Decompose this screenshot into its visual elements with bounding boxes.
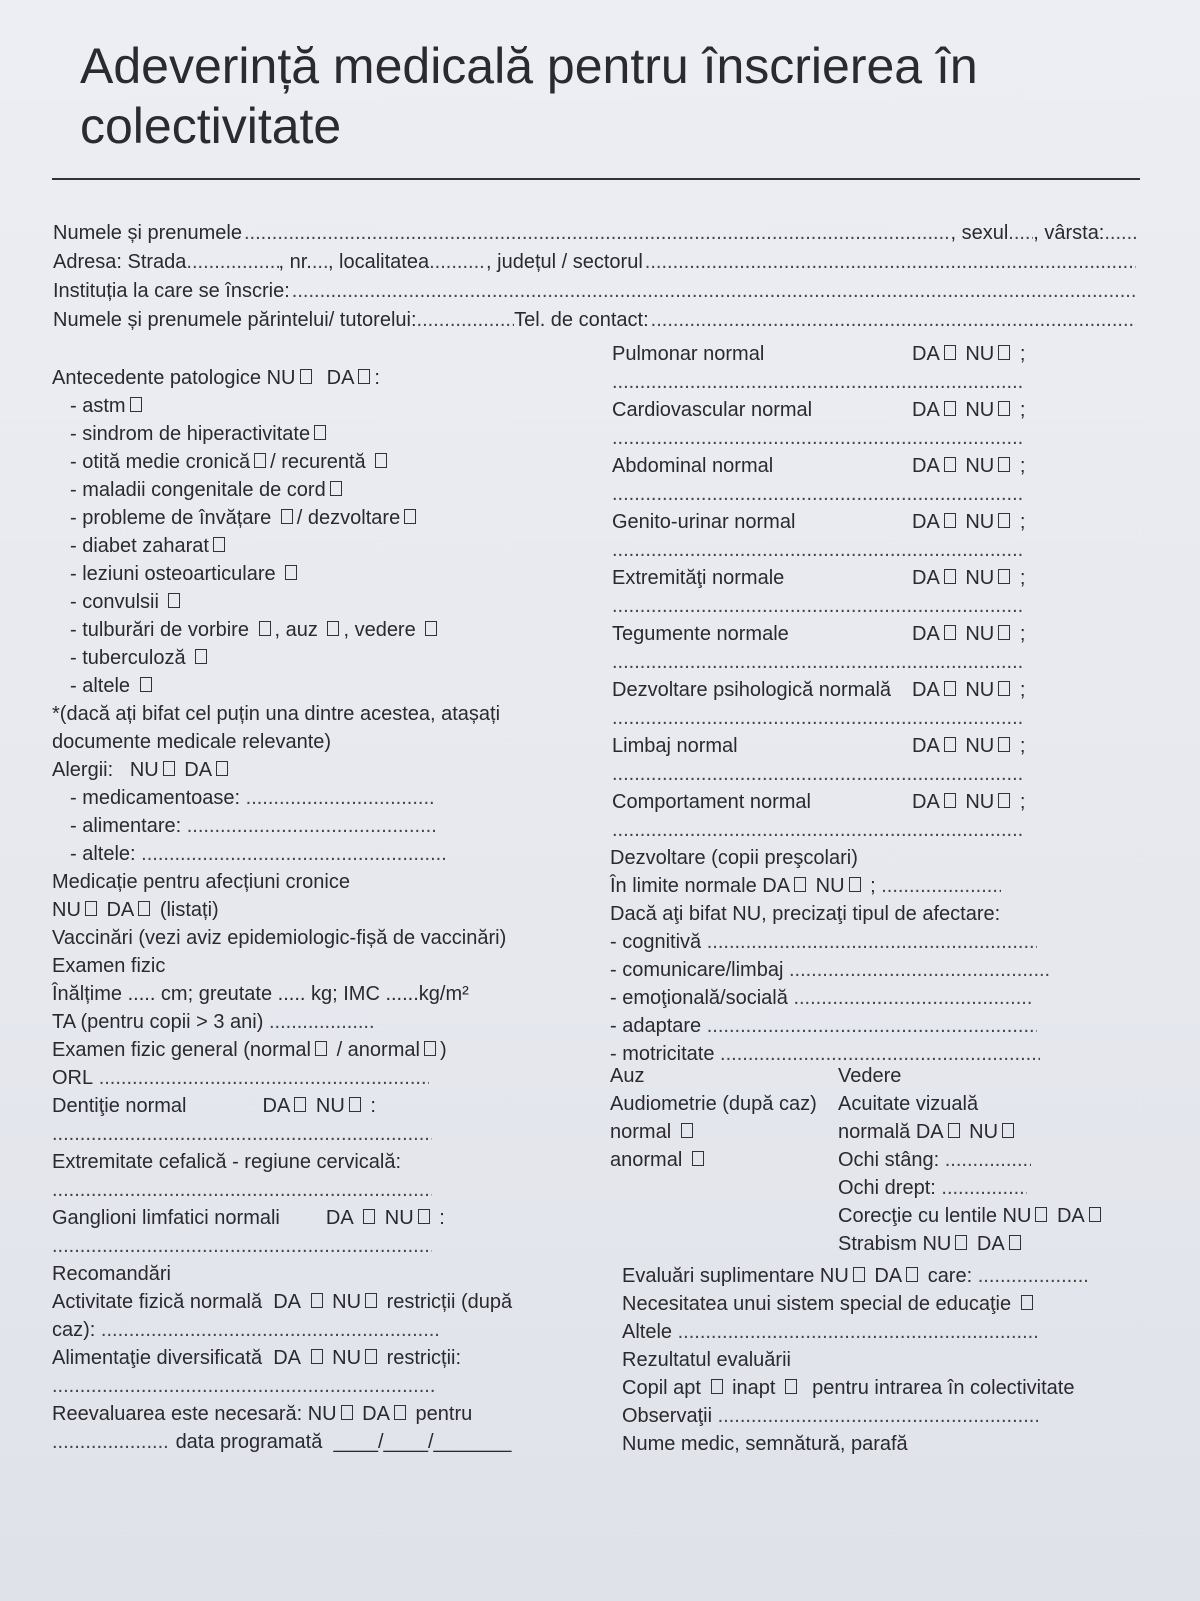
checkbox-ganglioni-da[interactable] bbox=[363, 1209, 375, 1224]
nu-label: NU bbox=[332, 1347, 362, 1369]
alimentatie-notes[interactable] bbox=[52, 1372, 436, 1400]
nr-field[interactable] bbox=[312, 251, 328, 274]
semicolon: ; bbox=[1019, 567, 1026, 589]
checkbox-evaluari-nu[interactable] bbox=[853, 1267, 865, 1282]
nu-label: NU bbox=[384, 1207, 414, 1229]
medicamentoase-field[interactable] bbox=[246, 784, 434, 812]
care-field[interactable] bbox=[978, 1262, 1090, 1290]
checkbox-medicatie-da[interactable] bbox=[138, 901, 150, 916]
nu-label: NU bbox=[965, 511, 995, 533]
note-line-2: documente medicale relevante) bbox=[52, 731, 332, 753]
altele-right-label: Altele bbox=[622, 1321, 673, 1343]
altele-right-field[interactable] bbox=[678, 1318, 1038, 1346]
colon: : bbox=[370, 1095, 376, 1117]
nr-label: , nr. bbox=[278, 251, 312, 273]
necesitatea-label: Necesitatea unui sistem special de educaţie bbox=[622, 1293, 1012, 1315]
da-label: DA bbox=[912, 679, 940, 701]
eval-row bbox=[612, 396, 1052, 424]
title-divider bbox=[52, 178, 1140, 180]
nu-label: NU bbox=[307, 1403, 337, 1425]
colon: : bbox=[439, 1207, 445, 1229]
tuberculoza-label: - tuberculoză bbox=[70, 647, 186, 669]
leziuni-label: - leziuni osteoarticulare bbox=[70, 563, 276, 585]
checkbox-maladii[interactable] bbox=[330, 481, 342, 496]
eval-row bbox=[612, 676, 1052, 704]
checkbox-antecedente-nu[interactable] bbox=[300, 369, 312, 384]
checkbox-convulsii[interactable] bbox=[168, 593, 180, 608]
checkbox-auz[interactable] bbox=[327, 621, 339, 636]
diabet-label: - diabet zaharat bbox=[70, 535, 209, 557]
vedere-block bbox=[838, 1062, 1138, 1258]
checkbox-acuitate-nu[interactable] bbox=[1002, 1123, 1014, 1138]
afectare-field[interactable] bbox=[793, 984, 1033, 1012]
locality-label: , localitatea bbox=[327, 251, 430, 273]
county-field[interactable] bbox=[645, 251, 1136, 274]
parent-row bbox=[53, 309, 1138, 333]
eval-notes[interactable] bbox=[612, 760, 1024, 788]
checkbox-eval-nu[interactable] bbox=[998, 793, 1010, 808]
ta-label: TA (pentru copii > 3 ani) bbox=[52, 1011, 264, 1033]
dentitie-notes[interactable] bbox=[52, 1120, 432, 1148]
da-label: DA bbox=[976, 1233, 1005, 1255]
nu-label: NU bbox=[315, 1095, 345, 1117]
alimentatie-label: Alimentaţie diversificată bbox=[52, 1347, 263, 1369]
restrictii-dupa-label: restricții (după bbox=[386, 1291, 513, 1313]
checkbox-eval-nu[interactable] bbox=[998, 737, 1010, 752]
evaluari-label: Evaluări suplimentare NU bbox=[622, 1265, 849, 1287]
da-label: DA bbox=[912, 343, 940, 365]
semicolon: ; bbox=[870, 875, 876, 897]
eval-label: Limbaj normal bbox=[612, 735, 738, 757]
vedere-heading: Vedere bbox=[838, 1065, 902, 1087]
checkbox-altele[interactable] bbox=[140, 677, 152, 692]
checkbox-otita[interactable] bbox=[254, 453, 266, 468]
reevaluare-scop-field[interactable] bbox=[52, 1428, 170, 1456]
auz-label: , auz bbox=[274, 619, 318, 641]
eval-notes[interactable] bbox=[612, 816, 1024, 844]
altele-alergii-field[interactable] bbox=[141, 840, 446, 868]
eval-label: Abdominal normal bbox=[612, 455, 774, 477]
eval-row bbox=[612, 788, 1052, 816]
normal-label: normal bbox=[610, 1121, 672, 1143]
sex-field[interactable] bbox=[1008, 222, 1033, 245]
nu-label: NU bbox=[129, 759, 159, 781]
ochi-drept-field[interactable] bbox=[941, 1174, 1027, 1202]
note-line-1: *(dacă ați bifat cel puțin una dintre acestea, atașați bbox=[52, 703, 501, 725]
inapt-label: inapt bbox=[732, 1377, 776, 1399]
strabism-label: Strabism NU bbox=[838, 1233, 952, 1255]
extremitate-label: Extremitate cefalică - regiune cervicală: bbox=[52, 1151, 402, 1173]
restrictii-label: restricții: bbox=[386, 1347, 462, 1369]
eval-row bbox=[612, 452, 1052, 480]
nu-label: NU bbox=[965, 623, 995, 645]
care-label: care: bbox=[927, 1265, 973, 1287]
left-column bbox=[52, 364, 582, 1456]
da-label: DA bbox=[912, 455, 940, 477]
afectare-field[interactable] bbox=[789, 956, 1049, 984]
altele-alergii-label: - altele: bbox=[70, 843, 136, 865]
parent-field[interactable] bbox=[417, 309, 515, 332]
date-field[interactable]: ____/____/_______ bbox=[333, 1431, 512, 1453]
checkbox-eval-da[interactable] bbox=[944, 569, 956, 584]
name-label: Numele și prenumele bbox=[53, 222, 242, 244]
checkbox-ganglioni-nu[interactable] bbox=[418, 1209, 430, 1224]
checkbox-tuberculoza[interactable] bbox=[195, 649, 207, 664]
da-label: DA bbox=[262, 1095, 291, 1117]
alimentare-label: - alimentare: bbox=[70, 815, 182, 837]
orl-label: ORL bbox=[52, 1067, 94, 1089]
auz-heading: Auz bbox=[610, 1065, 645, 1087]
checkbox-auz-normal[interactable] bbox=[681, 1123, 693, 1138]
checkbox-alergii-nu[interactable] bbox=[163, 761, 175, 776]
vedere-label: , vedere bbox=[343, 619, 416, 641]
checkbox-auz-anormal[interactable] bbox=[692, 1151, 704, 1166]
afectare-row bbox=[610, 984, 1110, 1012]
eval-label: Pulmonar normal bbox=[612, 343, 765, 365]
checkbox-eval-nu[interactable] bbox=[998, 625, 1010, 640]
nu-label: NU bbox=[52, 899, 81, 921]
caz-label: caz): bbox=[52, 1319, 96, 1341]
eval-notes[interactable] bbox=[612, 480, 1024, 508]
dezvoltare-prescolari-label: Dezvoltare (copii preşcolari) bbox=[610, 847, 858, 869]
nu-label: NU bbox=[332, 1291, 362, 1313]
eval-notes[interactable] bbox=[612, 368, 1024, 396]
semicolon: ; bbox=[1019, 399, 1026, 421]
eval-notes[interactable] bbox=[612, 536, 1024, 564]
checkbox-astm[interactable] bbox=[130, 397, 142, 412]
da-label: DA bbox=[912, 791, 940, 813]
da-label: DA bbox=[273, 1347, 302, 1369]
nume-medic-label: Nume medic, semnătură, parafă bbox=[622, 1433, 908, 1455]
activitate-label: Activitate fizică normală bbox=[52, 1291, 263, 1313]
semicolon: ; bbox=[1019, 735, 1026, 757]
semicolon: ; bbox=[1019, 679, 1026, 701]
anormal-label: / anormal bbox=[336, 1039, 420, 1061]
document-title: Adeverință medicală pentru înscrierea în colectivitate bbox=[80, 38, 978, 154]
checkbox-necesitatea[interactable] bbox=[1021, 1295, 1033, 1310]
semicolon: ; bbox=[1019, 791, 1026, 813]
checkbox-eval-da[interactable] bbox=[944, 625, 956, 640]
checkbox-strabism-nu[interactable] bbox=[955, 1235, 967, 1250]
checkbox-recurenta[interactable] bbox=[375, 453, 387, 468]
checkbox-dentitie-nu[interactable] bbox=[349, 1097, 361, 1112]
da-label: DA bbox=[912, 623, 940, 645]
semicolon: ; bbox=[1019, 343, 1026, 365]
checkbox-evaluari-da[interactable] bbox=[906, 1267, 918, 1282]
examen-fizic-label: Examen fizic bbox=[52, 955, 166, 977]
county-label: , județul / sectorul bbox=[486, 251, 643, 273]
checkbox-apt[interactable] bbox=[711, 1379, 723, 1394]
nu-label: NU bbox=[969, 1121, 999, 1143]
checkbox-anormal[interactable] bbox=[424, 1041, 436, 1056]
corectie-label: Corecţie cu lentile NU bbox=[838, 1205, 1032, 1227]
reevaluare-label: Reevaluarea este necesară: bbox=[52, 1403, 303, 1425]
altele-label: - altele bbox=[70, 675, 131, 697]
pentru-intrarea-label: pentru intrarea în colectivitate bbox=[812, 1377, 1075, 1399]
checkbox-acuitate-da[interactable] bbox=[948, 1123, 960, 1138]
checkbox-vorbire[interactable] bbox=[259, 621, 271, 636]
medicamentoase-label: - medicamentoase: bbox=[70, 787, 241, 809]
age-label: , vârsta: bbox=[1033, 222, 1105, 244]
da-label: DA bbox=[912, 399, 940, 421]
checkbox-diabet[interactable] bbox=[213, 537, 225, 552]
eval-row bbox=[612, 620, 1052, 648]
semicolon: ; bbox=[1019, 511, 1026, 533]
dezvoltare-label: / dezvoltare bbox=[296, 507, 401, 529]
checkbox-limite-nu[interactable] bbox=[849, 877, 861, 892]
eval-label: Extremităţi normale bbox=[612, 567, 785, 589]
name-row bbox=[53, 222, 1138, 246]
checkbox-inapt[interactable] bbox=[785, 1379, 797, 1394]
observatii-field[interactable] bbox=[718, 1402, 1038, 1430]
eval-label: Dezvoltare psihologică normală bbox=[612, 679, 892, 701]
ganglioni-notes[interactable] bbox=[52, 1232, 432, 1260]
checkbox-leziuni[interactable] bbox=[285, 565, 297, 580]
checkbox-eval-nu[interactable] bbox=[998, 681, 1010, 696]
data-programata-label: data programată bbox=[175, 1431, 323, 1453]
afectare-label: - emoţională/socială bbox=[610, 987, 788, 1009]
afectare-row bbox=[610, 956, 1110, 984]
hiperactivitate-label: - sindrom de hiperactivitate bbox=[70, 423, 311, 445]
checkbox-corectie-nu[interactable] bbox=[1035, 1207, 1047, 1222]
checkbox-corectie-da[interactable] bbox=[1089, 1207, 1101, 1222]
final-block bbox=[622, 1262, 1142, 1458]
nu-label: NU bbox=[965, 567, 995, 589]
pentru-label: pentru bbox=[415, 1403, 473, 1425]
checkbox-eval-da[interactable] bbox=[944, 345, 956, 360]
ochi-stang-field[interactable] bbox=[945, 1146, 1031, 1174]
observatii-label: Observaţii bbox=[622, 1405, 713, 1427]
nu-label: NU bbox=[965, 791, 995, 813]
checkbox-normal[interactable] bbox=[315, 1041, 327, 1056]
da-label: DA bbox=[325, 1207, 354, 1229]
afectare-label: - adaptare bbox=[610, 1015, 702, 1037]
acuitate-label: Acuitate vizuală bbox=[838, 1093, 979, 1115]
checkbox-reevaluare-da[interactable] bbox=[394, 1405, 406, 1420]
da-label: DA bbox=[912, 735, 940, 757]
street-label: Adresa: Strada bbox=[53, 251, 187, 273]
nu-label: NU bbox=[965, 679, 995, 701]
checkbox-limite-da[interactable] bbox=[794, 877, 806, 892]
checkbox-strabism-da[interactable] bbox=[1009, 1235, 1021, 1250]
address-row bbox=[53, 251, 1138, 275]
examen-general-label: Examen fizic general (normal bbox=[52, 1039, 311, 1061]
nu-label: NU bbox=[815, 875, 845, 897]
inaltime-line[interactable]: Înălțime ..... cm; greutate ..... kg; IMC ......kg/m² bbox=[52, 983, 469, 1005]
checkbox-activitate-da[interactable] bbox=[311, 1293, 323, 1308]
checkbox-eval-da[interactable] bbox=[944, 401, 956, 416]
da-label: DA bbox=[273, 1291, 301, 1313]
street-field[interactable] bbox=[186, 251, 278, 274]
checkbox-eval-da[interactable] bbox=[944, 457, 956, 472]
convulsii-label: - convulsii bbox=[70, 591, 159, 613]
checkbox-eval-nu[interactable] bbox=[998, 513, 1010, 528]
afectare-label: - cognitivă bbox=[610, 931, 702, 953]
afectare-label: - comunicare/limbaj bbox=[610, 959, 784, 981]
afectare-row bbox=[610, 928, 1110, 956]
checkbox-eval-nu[interactable] bbox=[998, 401, 1010, 416]
eval-row bbox=[612, 508, 1052, 536]
da-label: DA bbox=[362, 1403, 390, 1425]
nu-label: NU bbox=[965, 343, 995, 365]
semicolon: ; bbox=[1019, 455, 1026, 477]
otita-label: - otită medie cronică bbox=[70, 451, 251, 473]
eval-label: Genito-urinar normal bbox=[612, 511, 796, 533]
checkbox-eval-da[interactable] bbox=[944, 793, 956, 808]
antecedente-label: Antecedente patologice NU bbox=[52, 367, 296, 389]
limite-normale-label: În limite normale DA bbox=[610, 875, 791, 897]
ganglioni-label: Ganglioni limfatici normali bbox=[52, 1207, 280, 1229]
normala-label: normală DA bbox=[838, 1121, 944, 1143]
afectare-field[interactable] bbox=[707, 928, 1037, 956]
afectare-label: - motricitate bbox=[610, 1043, 715, 1065]
checkbox-alergii-da[interactable] bbox=[216, 761, 228, 776]
institution-row bbox=[53, 280, 1138, 304]
evaluation-list bbox=[612, 340, 1052, 844]
recurenta-label: / recurentă bbox=[270, 451, 366, 473]
limite-field[interactable] bbox=[881, 872, 1001, 900]
da-label: DA bbox=[326, 367, 355, 389]
medicatie-label: Medicație pentru afecțiuni cronice bbox=[52, 871, 350, 893]
audiometrie-label: Audiometrie (după caz) bbox=[610, 1093, 817, 1115]
dentitie-label: Dentiţie normal bbox=[52, 1095, 187, 1117]
rezultat-label: Rezultatul evaluării bbox=[622, 1349, 791, 1371]
astm-label: - astm bbox=[70, 395, 126, 417]
afectare-field[interactable] bbox=[707, 1012, 1037, 1040]
checkbox-eval-da[interactable] bbox=[944, 681, 956, 696]
institution-field[interactable] bbox=[292, 280, 1136, 303]
eval-notes[interactable] bbox=[612, 648, 1024, 676]
da-label: DA bbox=[1056, 1205, 1085, 1227]
right-lower bbox=[610, 844, 1110, 1068]
ochi-drept-label: Ochi drept: bbox=[838, 1177, 936, 1199]
semicolon: ; bbox=[1019, 623, 1026, 645]
ta-field[interactable] bbox=[269, 1008, 374, 1036]
checkbox-eval-nu[interactable] bbox=[998, 569, 1010, 584]
eval-label: Cardiovascular normal bbox=[612, 399, 813, 421]
checkbox-medicatie-nu[interactable] bbox=[85, 901, 97, 916]
auz-block bbox=[610, 1062, 840, 1174]
checkbox-alimentatie-da[interactable] bbox=[311, 1349, 323, 1364]
nu-label: NU bbox=[965, 735, 995, 757]
checkbox-antecedente-da[interactable] bbox=[358, 369, 370, 384]
checkbox-alimentatie-nu[interactable] bbox=[365, 1349, 377, 1364]
vaccinari-label: Vaccinări (vezi aviz epidemiologic-fișă de vaccinări) bbox=[52, 927, 507, 949]
ochi-stang-label: Ochi stâng: bbox=[838, 1149, 940, 1171]
copil-apt-label: Copil apt bbox=[622, 1377, 701, 1399]
paren-close: ) bbox=[439, 1039, 447, 1061]
da-label: DA bbox=[912, 511, 940, 533]
daca-nu-label: Dacă aţi bifat NU, precizaţi tipul de afectare: bbox=[610, 903, 1001, 925]
extremitate-notes[interactable] bbox=[52, 1176, 432, 1204]
checkbox-vedere[interactable] bbox=[425, 621, 437, 636]
eval-notes[interactable] bbox=[612, 592, 1024, 620]
nu-label: NU bbox=[965, 399, 995, 421]
nu-label: NU bbox=[965, 455, 995, 477]
locality-field[interactable] bbox=[429, 251, 486, 274]
maladii-label: - maladii congenitale de cord bbox=[70, 479, 326, 501]
eval-row bbox=[612, 732, 1052, 760]
eval-notes[interactable] bbox=[612, 704, 1024, 732]
da-label: DA bbox=[874, 1265, 903, 1287]
eval-row bbox=[612, 564, 1052, 592]
checkbox-invatare[interactable] bbox=[281, 509, 293, 524]
tulburari-label: - tulburări de vorbire bbox=[70, 619, 249, 641]
checkbox-eval-nu[interactable] bbox=[998, 345, 1010, 360]
anormal-label: anormal bbox=[610, 1149, 683, 1171]
caz-field[interactable] bbox=[101, 1316, 441, 1344]
colon: : bbox=[374, 367, 380, 389]
sex-label: , sexul bbox=[950, 222, 1009, 244]
eval-row bbox=[612, 340, 1052, 368]
listati-label: (listați) bbox=[159, 899, 219, 921]
da-label: DA bbox=[912, 567, 940, 589]
phone-field[interactable] bbox=[651, 309, 1136, 332]
eval-notes[interactable] bbox=[612, 424, 1024, 452]
orl-field[interactable] bbox=[99, 1064, 429, 1092]
checkbox-dentitie-da[interactable] bbox=[294, 1097, 306, 1112]
name-field[interactable] bbox=[244, 222, 948, 245]
alergii-label: Alergii: bbox=[52, 759, 114, 781]
checkbox-reevaluare-nu[interactable] bbox=[341, 1405, 353, 1420]
checkbox-dezvoltare[interactable] bbox=[404, 509, 416, 524]
phone-label: Tel. de contact: bbox=[514, 309, 649, 331]
alimentare-field[interactable] bbox=[187, 812, 437, 840]
probleme-label: - probleme de învățare bbox=[70, 507, 272, 529]
eval-label: Tegumente normale bbox=[612, 623, 789, 645]
afectare-row bbox=[610, 1012, 1110, 1040]
da-label: DA bbox=[106, 899, 135, 921]
da-label: DA bbox=[184, 759, 213, 781]
checkbox-activitate-nu[interactable] bbox=[365, 1293, 377, 1308]
checkbox-eval-nu[interactable] bbox=[998, 457, 1010, 472]
parent-label: Numele și prenumele părintelui/ tutorelui: bbox=[53, 309, 417, 331]
age-field[interactable] bbox=[1104, 222, 1138, 245]
checkbox-eval-da[interactable] bbox=[944, 513, 956, 528]
eval-label: Comportament normal bbox=[612, 791, 811, 813]
checkbox-eval-da[interactable] bbox=[944, 737, 956, 752]
recomandari-label: Recomandări bbox=[52, 1263, 171, 1285]
institution-label: Instituția la care se înscrie: bbox=[53, 280, 290, 302]
checkbox-hiperactivitate[interactable] bbox=[314, 425, 326, 440]
